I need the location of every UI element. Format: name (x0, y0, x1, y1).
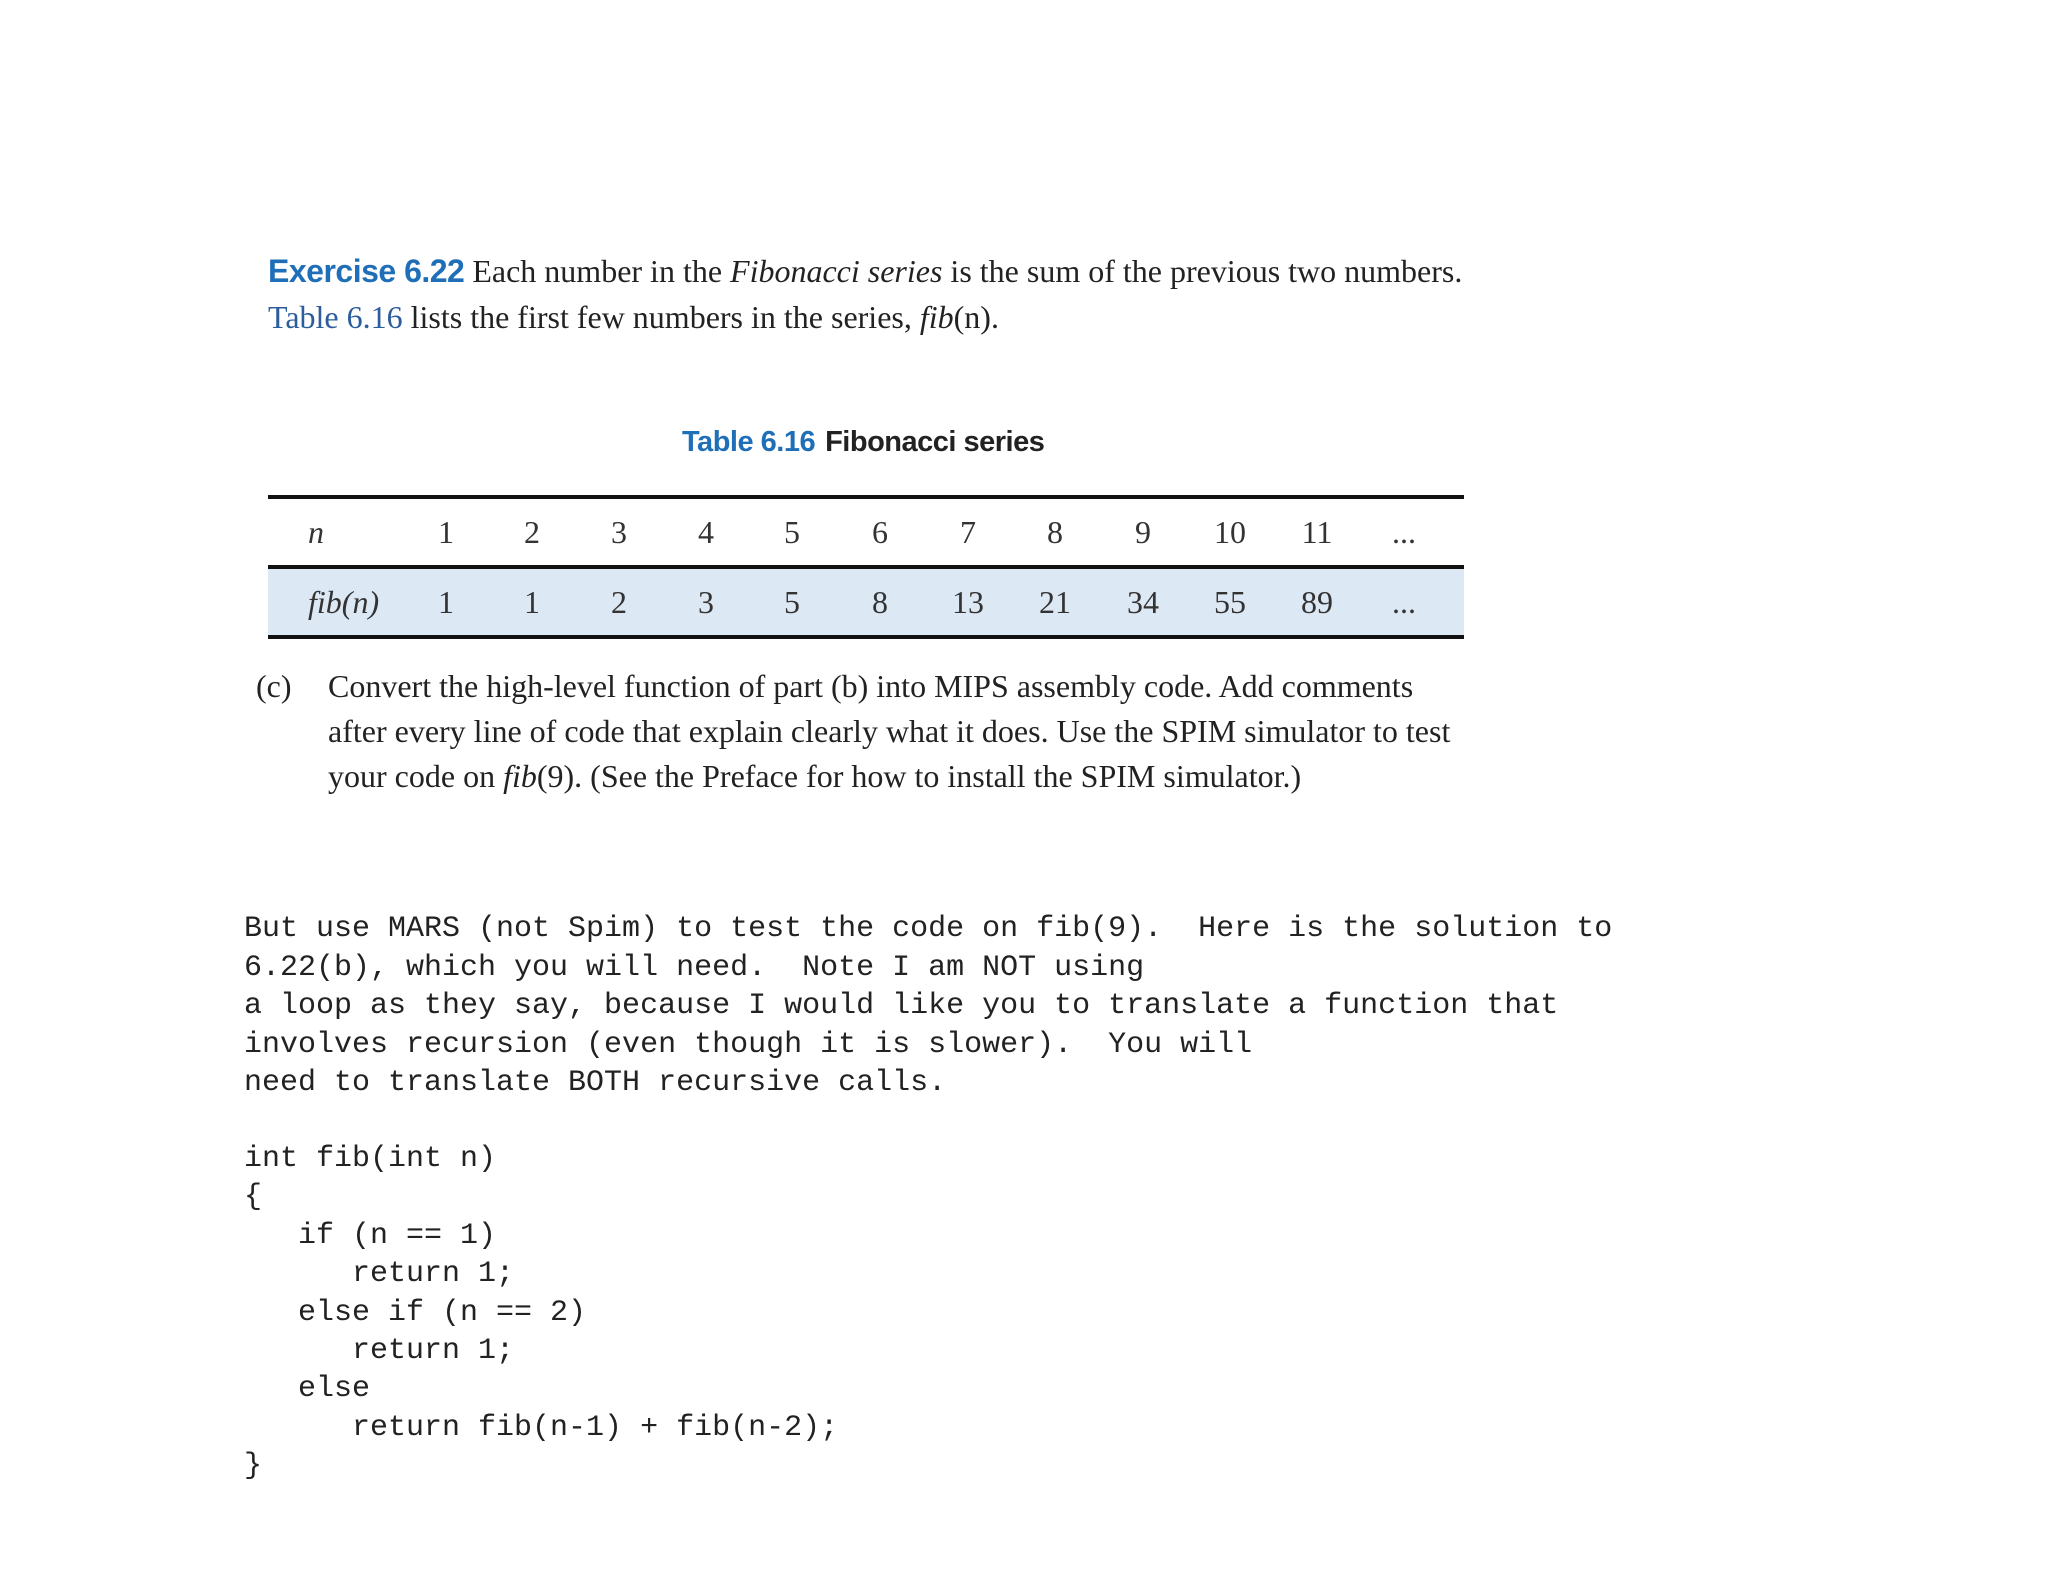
table-row-fib (268, 569, 1464, 635)
table-cell-n: 1 (438, 514, 454, 550)
instructor-note (244, 910, 2024, 1103)
exercise-text-4: . (990, 299, 999, 335)
note-line: a loop as they say, because I would like you to translate a function that (244, 989, 1559, 1023)
note-line: need to translate BOTH recursive calls. (244, 1066, 947, 1100)
table-cell-n: 10 (1214, 514, 1246, 550)
table-reference: Table 6.16 (268, 299, 403, 335)
table-cell-fib: 8 (872, 584, 888, 620)
table-cell-fib: 13 (952, 584, 984, 620)
table-cell-n: 3 (611, 514, 627, 550)
table-cell-fib: 34 (1127, 584, 1159, 620)
code-line: return 1; (244, 1257, 515, 1292)
code-line: if (n == 1) (244, 1218, 497, 1253)
table-cell-fib: 1 (524, 584, 540, 620)
code-line: return 1; (244, 1334, 515, 1369)
table-cell-n: 6 (872, 514, 888, 550)
table-cell-n: 4 (698, 514, 714, 550)
table-cell-n: 9 (1135, 514, 1151, 550)
exercise-fn: fib (919, 299, 954, 335)
code-line: } (244, 1449, 263, 1484)
exercise-fn-arg: (n) (953, 299, 991, 335)
part-c-marker: (c) (256, 668, 292, 704)
table-caption-label: Table 6.16 (682, 426, 816, 458)
code-line: else if (n == 2) (244, 1295, 587, 1330)
note-line: involves recursion (even though it is slower). You will (244, 1027, 1253, 1062)
table-bottom-rule (268, 635, 1464, 639)
code-line: { (244, 1180, 263, 1215)
code-line: int fib(int n) (244, 1142, 497, 1176)
row-header-n: n (308, 514, 324, 550)
part-c-fn: fib (503, 758, 537, 794)
exercise-text-2: is the sum of the previous two numbers. (942, 253, 1463, 289)
note-line: 6.22(b), which you will need. Note I am NOT using (244, 950, 1145, 985)
table-caption-title: Fibonacci series (825, 426, 1045, 458)
exercise-term: Fibonacci series (730, 253, 943, 289)
exercise-paragraph (268, 248, 1468, 340)
part-c-text-2: (9). (See the Preface for how to install the SPIM simulator.) (536, 758, 1302, 794)
table-cell-fib: 1 (438, 584, 454, 620)
table-cell-fib: 5 (784, 584, 800, 620)
table-cell-n: 2 (524, 514, 540, 550)
table-cell-fib: 2 (611, 584, 627, 620)
table-cell-fib: 3 (698, 584, 714, 620)
table-cell-n: 7 (960, 514, 976, 550)
code-line: else (244, 1372, 371, 1407)
table-row-n (268, 499, 1464, 565)
table-cell-n: 8 (1047, 514, 1063, 550)
table-cell-n: 11 (1301, 514, 1333, 550)
table-caption (682, 422, 1044, 462)
exercise-label: Exercise 6.22 (268, 253, 465, 289)
fibonacci-table (268, 495, 1464, 639)
part-c-text-1: Convert the high-level function of part (b) into MIPS assembly code. Add comments after every line of code that explain clearly what it does. Use the SPIM simulator to test your code on (328, 668, 1451, 794)
part-c-paragraph (256, 664, 1476, 799)
table-cell-n: ... (1392, 514, 1416, 550)
table-cell-fib: 21 (1039, 584, 1071, 620)
part-c-body (328, 664, 1476, 799)
table-cell-fib: 89 (1301, 584, 1333, 620)
exercise-text-1: Each number in the (464, 253, 731, 289)
row-header-fib: fib(n) (308, 584, 380, 620)
table-cell-n: 5 (784, 514, 800, 550)
table-cell-fib: 55 (1214, 584, 1246, 620)
exercise-text-3: lists the first few numbers in the series, (402, 299, 920, 335)
code-line: return fib(n-1) + fib(n-2); (244, 1410, 839, 1445)
code-listing (244, 1140, 838, 1486)
table-cell-fib: ... (1392, 584, 1416, 620)
note-line: But use MARS (not Spim) to test the code on fib(9). Here is the solution to (244, 912, 1613, 946)
